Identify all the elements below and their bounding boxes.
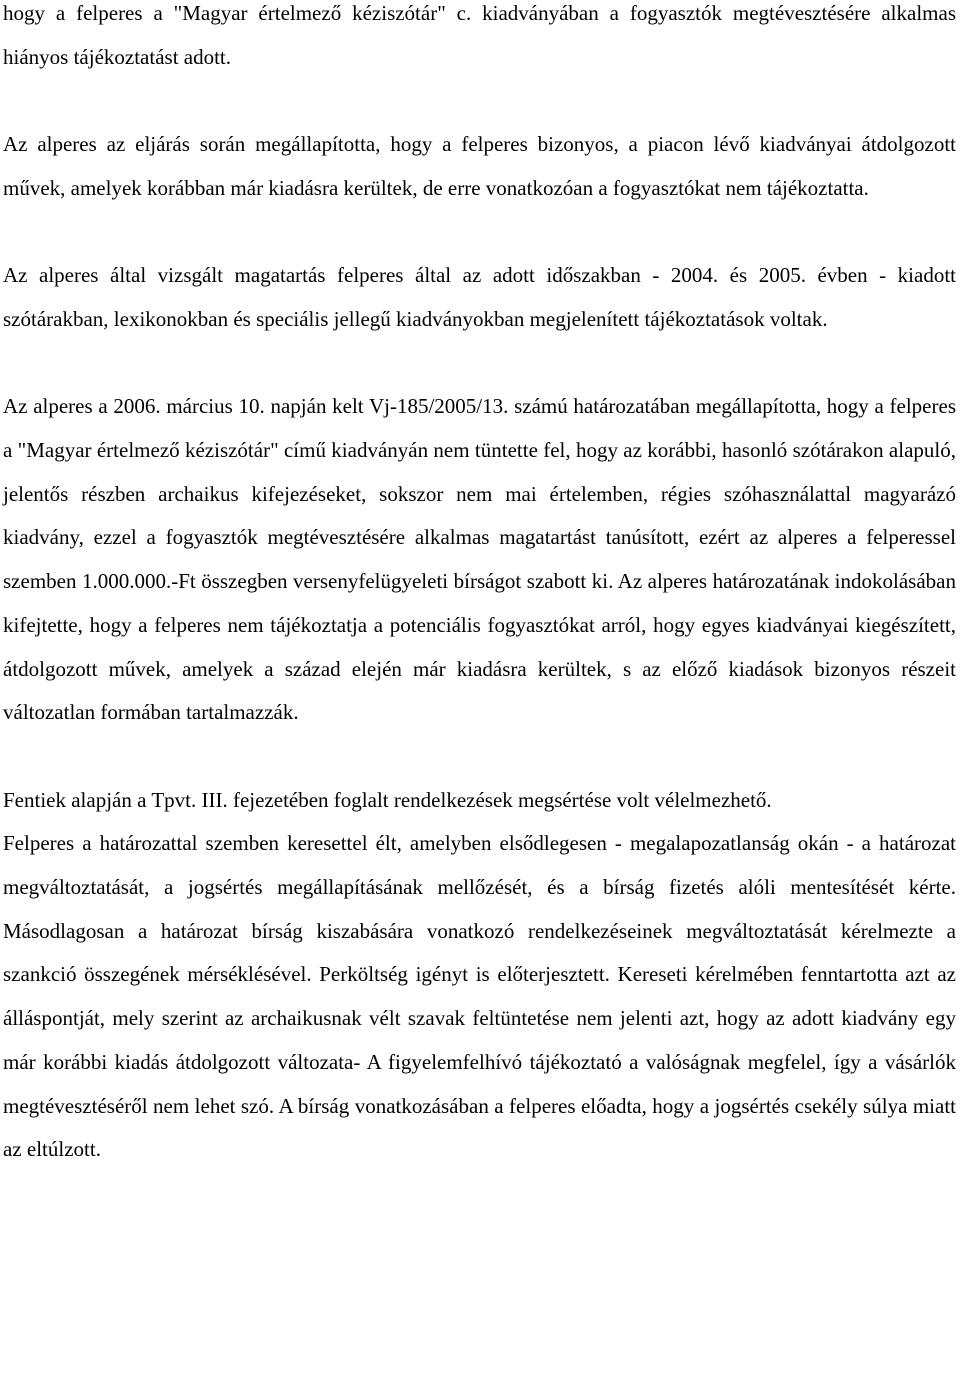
paragraph-4: Az alperes a 2006. március 10. napján kelt Vj-185/2005/13. számú határozatában megállapította, hogy a felperes a "Magyar értelmező kéziszótár" című kiadványán nem tüntette fel, hogy az korábbi, hasonló szótárakon alapuló, jelentős részben archaikus kifejezéseket, sokszor nem mai értelemben, régies szóhasználattal magyarázó kiadvány, ezzel a fogyasztók megtévesztésére alkalmas magatartást tanúsított, ezért az alperes a felperessel szemben 1.000.000.-Ft összegben versenyfelügyeleti bírságot szabott ki. Az alperes határozatának indokolásában kifejtette, hogy a felperes nem tájékoztatja a potenciális fogyasztókat arról, hogy egyes kiadványai kiegészített, átdolgozott művek, amelyek a század elején már kiadásra kerültek, s az előző kiadások bizonyos részeit változatlan formában tartalmazzák. (3, 394, 956, 725)
paragraph-6: Felperes a határozattal szemben keresettel élt, amelyben elsődlegesen - megalapozatlanság okán - a határozat megváltoztatását, a jogsértés megállapításának mellőzését, és a bírság fizetés alóli mentesítését kérte. Másodlagosan a határozat bírság kiszabására vonatkozó rendelkezéseinek megváltoztatását kérelmezte a szankció összegének mérséklésével. Perköltség igényt is előterjesztett. Kereseti kérelmében fenntartotta azt az álláspontját, mely szerint az archaikusnak vélt szavak feltüntetése nem jelenti azt, hogy az adott kiadvány egy már korábbi kiadás átdolgozott változata- A figyelemfelhívó tájékoztató a valóságnak megfelel, így a vásárlók megtévesztéséről nem lehet szó. A bírság vonatkozásában a felperes előadta, hogy a jogsértés csekély súlya miatt az eltúlzott. (3, 831, 956, 1162)
paragraph-5: Fentiek alapján a Tpvt. III. fejezetében foglalt rendelkezések megsértése volt vélelmezhető. (3, 787, 772, 812)
paragraph-3: Az alperes által vizsgált magatartás felperes által az adott időszakban - 2004. és 2005. évben - kiadott szótárakban, lexikonokban és speciális jellegű kiadványokban megjelenített tájékoztatások voltak. (3, 263, 956, 331)
paragraph-1: hogy a felperes a "Magyar értelmező kéziszótár" c. kiadványában a fogyasztók megtévesztésére alkalmas hiányos tájékoztatást adott. (3, 1, 956, 69)
paragraph-2: Az alperes az eljárás során megállapította, hogy a felperes bizonyos, a piacon lévő kiadványai átdolgozott művek, amelyek korábban már kiadásra kerültek, de erre vonatkozóan a fogyasztókat nem tájékoztatta. (3, 132, 956, 200)
document-page (3, 0, 956, 1172)
